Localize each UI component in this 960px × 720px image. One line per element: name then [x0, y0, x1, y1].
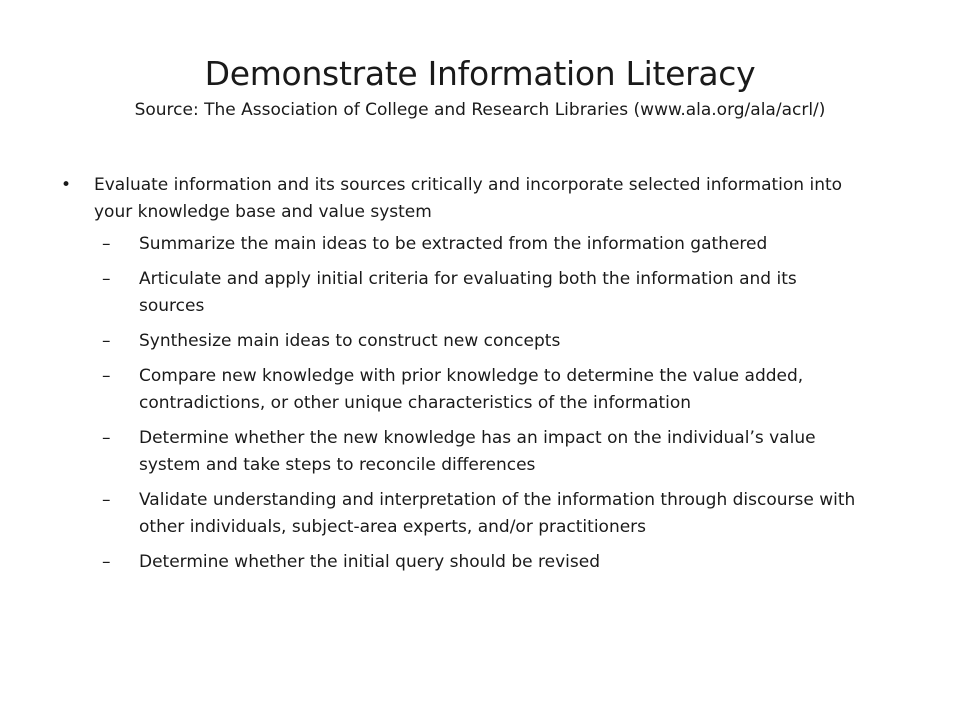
- sub-point-text: Compare new knowledge with prior knowledge to determine the value added, contradictions, or other unique characteristics of the information: [139, 366, 804, 413]
- sub-point: [60, 328, 860, 355]
- dash-marker: –: [102, 490, 111, 510]
- main-bullet-text: Evaluate information and its sources critically and incorporate selected information into your knowledge base and value system: [94, 175, 843, 222]
- slide-content: [60, 172, 860, 584]
- sub-point-text: Summarize the main ideas to be extracted from the information gathered: [139, 234, 768, 254]
- sub-point: [60, 231, 860, 258]
- sub-point-text: Determine whether the new knowledge has an impact on the individual’s value system and take steps to reconcile differences: [139, 428, 816, 475]
- slide-subtitle: Source: The Association of College and Research Libraries (www.ala.org/ala/acrl/): [134, 100, 826, 120]
- sub-point-list: [60, 231, 860, 576]
- sub-point: [60, 266, 860, 320]
- sub-point-text: Validate understanding and interpretation of the information through discourse with other individuals, subject-area experts, and/or practitioners: [139, 490, 856, 537]
- sub-point-text: Determine whether the initial query should be revised: [139, 552, 600, 572]
- main-bullet: [60, 172, 860, 226]
- bullet-marker: •: [60, 175, 72, 195]
- dash-marker: –: [102, 234, 111, 254]
- title-block: [60, 52, 900, 122]
- sub-point: [60, 487, 860, 541]
- sub-point: [60, 363, 860, 417]
- sub-point-text: Synthesize main ideas to construct new concepts: [139, 331, 561, 351]
- dash-marker: –: [102, 428, 111, 448]
- slide-title: Demonstrate Information Literacy: [204, 54, 756, 93]
- sub-point: [60, 549, 860, 576]
- sub-point: [60, 425, 860, 479]
- dash-marker: –: [102, 331, 111, 351]
- dash-marker: –: [102, 366, 111, 386]
- sub-point-text: Articulate and apply initial criteria for evaluating both the information and its sources: [139, 269, 797, 316]
- dash-marker: –: [102, 269, 111, 289]
- dash-marker: –: [102, 552, 111, 572]
